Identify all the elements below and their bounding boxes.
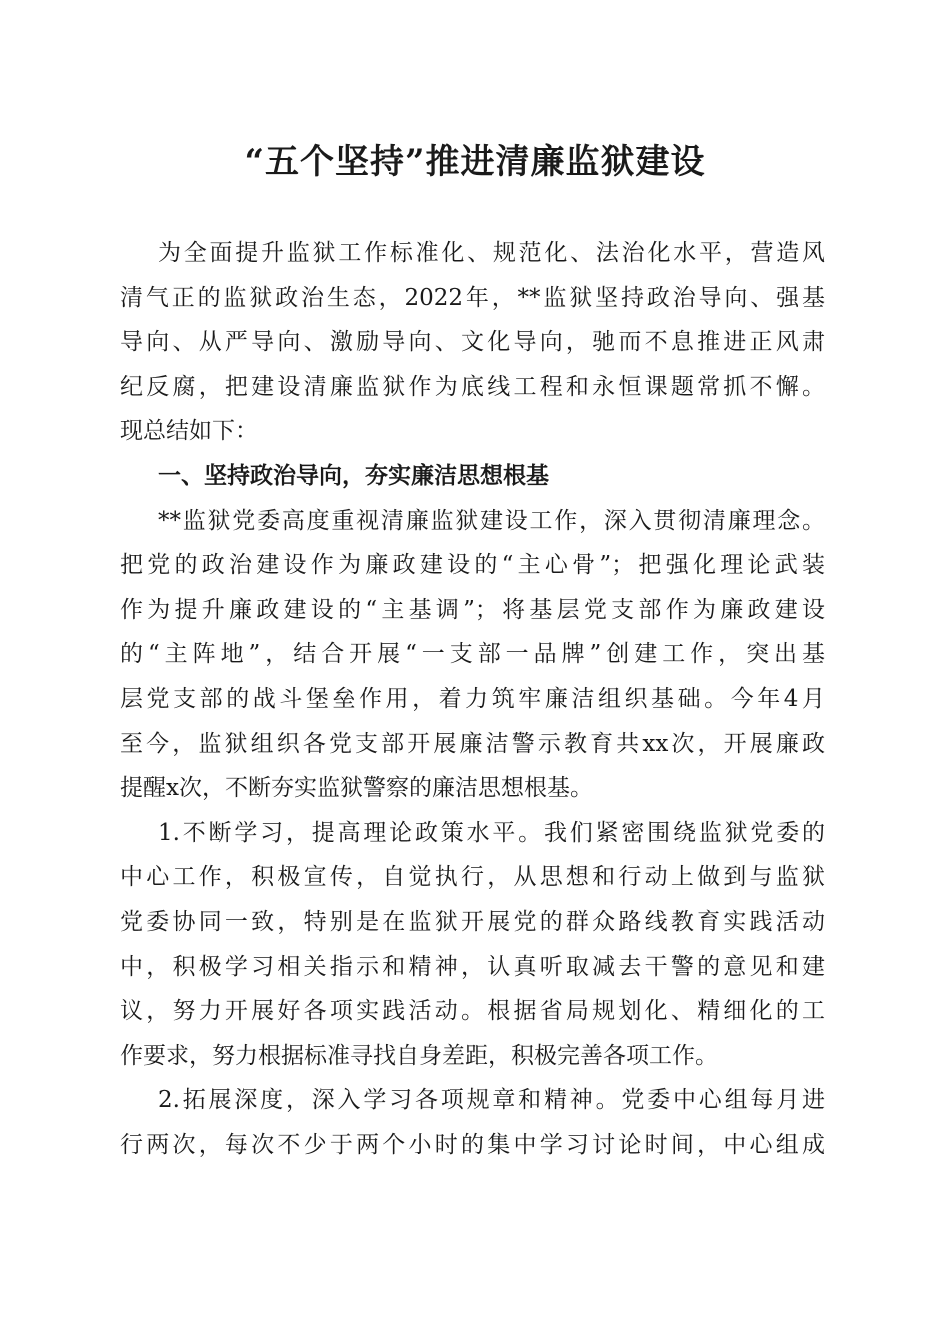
text-line: 1.不断学习，提高理论政策水平。我们紧密围绕监狱党委的 xyxy=(158,819,825,846)
text-line: 为全面提升监狱工作标准化、规范化、法治化水平，营造风 xyxy=(158,240,825,266)
text-line: 作为提升廉政建设的“主基调”；将基层党支部作为廉政建设 xyxy=(120,596,825,623)
text-line: 党委协同一致，特别是在监狱开展党的群众路线教育实践活动 xyxy=(120,908,825,935)
text-line: 把党的政治建设作为廉政建设的“主心骨”；把强化理论武装 xyxy=(120,552,825,579)
item2-paragraph xyxy=(120,1078,825,1167)
text-line: 提醒x次，不断夯实监狱警察的廉洁思想根基。 xyxy=(120,775,593,802)
text-line: 导向、从严导向、激励导向、文化导向，驰而不息推进正风肃 xyxy=(120,329,825,356)
text-line: 作要求，努力根据标准寻找自身差距，积极完善各项工作。 xyxy=(120,1042,718,1069)
text-line: 的“主阵地”，结合开展“一支部一品牌”创建工作，突出基 xyxy=(120,641,825,668)
text-line: 中心工作，积极宣传，自觉执行，从思想和行动上做到与监狱 xyxy=(120,864,825,891)
section-heading: 一、坚持政治导向，夯实廉洁思想根基 xyxy=(158,462,549,489)
text-line: 中，积极学习相关指示和精神，认真听取减去干警的意见和建 xyxy=(120,953,825,980)
text-line: 清气正的监狱政治生态，2022年，**监狱坚持政治导向、强基 xyxy=(120,284,825,311)
item1-paragraph xyxy=(120,811,825,1079)
text-line: 层党支部的战斗堡垒作用，着力筑牢廉洁组织基础。今年4月 xyxy=(120,685,825,712)
document-body xyxy=(120,231,825,1167)
intro-paragraph xyxy=(120,231,825,454)
text-line: 议，努力开展好各项实践活动。根据省局规划化、精细化的工 xyxy=(120,998,825,1025)
text-line: 行两次，每次不少于两个小时的集中学习讨论时间，中心组成 xyxy=(120,1131,825,1158)
text-line: 纪反腐，把建设清廉监狱作为底线工程和永恒课题常抓不懈。 xyxy=(120,373,825,400)
text-line: 2.拓展深度，深入学习各项规章和精神。党委中心组每月进 xyxy=(158,1087,825,1114)
document-title: “五个坚持”推进清廉监狱建设 xyxy=(244,142,706,182)
section1-paragraph xyxy=(120,499,825,811)
text-line: 现总结如下： xyxy=(120,418,258,445)
text-line: 至今，监狱组织各党支部开展廉洁警示教育共xx次，开展廉政 xyxy=(120,730,825,757)
text-line: **监狱党委高度重视清廉监狱建设工作，深入贯彻清廉理念。 xyxy=(158,507,825,534)
